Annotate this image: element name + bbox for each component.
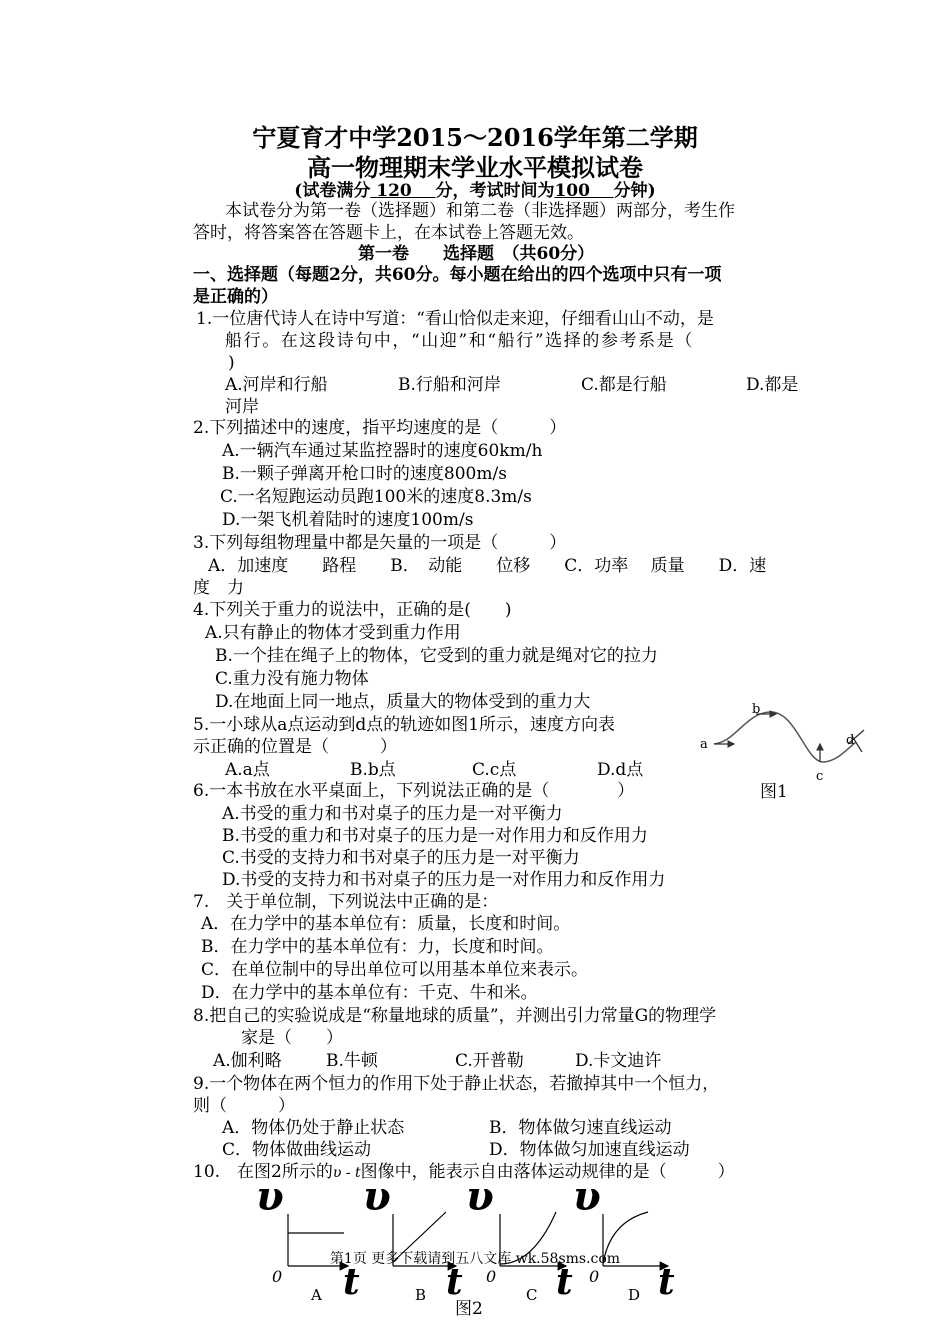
q1-line3: ) xyxy=(228,353,235,373)
q5-line2: 示正确的位置是（ ） xyxy=(193,737,397,757)
q1-line1: 1.一位唐代诗人在诗中写道：“看山恰似走来迎，仔细看山山不动，是 xyxy=(196,309,714,329)
q2-option-c: C.一名短跑运动员跑100米的速度8.3m/s xyxy=(220,487,532,507)
q5-option-c: C.c点 xyxy=(472,760,517,780)
q6-stem: 6.一本书放在水平桌面上，下列说法正确的是（ ） xyxy=(193,781,635,801)
exam-title-line2: 高一物理期末学业水平模拟试卷 xyxy=(307,153,643,182)
graph-d-label: D xyxy=(628,1286,641,1304)
svg-text:t: t xyxy=(556,1261,573,1303)
q9-option-c: C．物体做曲线运动 xyxy=(222,1140,372,1160)
exam-title-line1: 宁夏育才中学2015～2016学年第二学期 xyxy=(252,123,698,152)
q9-option-a: A．物体仍处于静止状态 xyxy=(222,1118,405,1138)
point-b: b xyxy=(752,702,761,717)
section-instr-line1: 一、选择题（每题2分，共60分。每小题在给出的四个选项中只有一项 xyxy=(193,265,722,285)
q4-option-c: C.重力没有施力物体 xyxy=(215,669,369,689)
score-suffix: 分钟) xyxy=(613,181,656,201)
q6-option-b: B.书受的重力和书对桌子的压力是一对作用力和反作用力 xyxy=(222,826,648,846)
intro-line2: 答时，将答案答在答题卡上，在本试卷上答题无效。 xyxy=(193,223,584,243)
q7-option-c: C．在单位制中的导出单位可以用基本单位来表示。 xyxy=(201,960,589,980)
graph-d xyxy=(573,1180,675,1304)
graph-c-label: C xyxy=(526,1286,538,1304)
q10-prefix: 10. 在图2所示的 xyxy=(193,1162,333,1182)
q4-stem: 4.下列关于重力的说法中，正确的是( ) xyxy=(193,600,512,620)
svg-text:υ: υ xyxy=(573,1180,601,1220)
section-heading: 第一卷 选择题 （共60分） xyxy=(358,244,595,264)
svg-text:0: 0 xyxy=(589,1267,600,1286)
graph-a xyxy=(256,1180,360,1304)
q7-stem: 7. 关于单位制，下列说法中正确的是： xyxy=(193,892,499,912)
q3-stem: 3.下列每组物理量中都是矢量的一项是（ ） xyxy=(193,533,567,553)
point-d: d xyxy=(846,733,855,748)
figure-2-vt-graphs xyxy=(248,1180,700,1310)
q1-option-d-cont: 河岸 xyxy=(225,397,259,417)
score-prefix: (试卷满分 xyxy=(294,181,371,201)
q7-option-d: D．在力学中的基本单位有：千克、牛和米。 xyxy=(201,983,538,1003)
svg-text:t: t xyxy=(658,1261,675,1303)
q8-option-b: B.牛顿 xyxy=(326,1051,378,1071)
q1-line2: 船行。在这段诗句中，“山迎”和“船行”选择的参考系是（ xyxy=(225,331,694,351)
q9-option-d: D．物体做匀加速直线运动 xyxy=(489,1140,690,1160)
svg-text:υ: υ xyxy=(256,1180,284,1220)
q1-option-b: B.行船和河岸 xyxy=(398,375,501,395)
q4-option-a: A.只有静止的物体才受到重力作用 xyxy=(205,623,461,643)
q7-option-b: B．在力学中的基本单位有：力，长度和时间。 xyxy=(201,937,554,957)
section-instr-line2: 是正确的） xyxy=(193,287,278,307)
q1-option-a: A.河岸和行船 xyxy=(225,375,328,395)
q5-option-a: A.a点 xyxy=(225,760,270,780)
exam-time: 100 xyxy=(554,181,590,201)
q2-option-b: B.一颗子弹离开枪口时的速度800m/s xyxy=(222,464,507,484)
score-mid: 分，考试时间为 xyxy=(435,181,555,201)
q2-option-d: D.一架飞机着陆时的速度100m/s xyxy=(222,510,474,530)
q9-option-b: B．物体做匀速直线运动 xyxy=(489,1118,672,1138)
q2-stem: 2.下列描述中的速度，指平均速度的是（ ） xyxy=(193,418,567,438)
q6-option-a: A.书受的重力和书对桌子的压力是一对平衡力 xyxy=(222,804,563,824)
svg-text:t: t xyxy=(343,1261,360,1303)
figure-2-caption: 图2 xyxy=(455,1299,483,1319)
q4-option-d: D.在地面上同一地点，质量大的物体受到的重力大 xyxy=(215,692,591,712)
q5-option-d: D.d点 xyxy=(597,760,644,780)
q8-option-d: D.卡文迪许 xyxy=(575,1051,662,1071)
svg-text:υ: υ xyxy=(466,1180,494,1220)
q7-option-a: A．在力学中的基本单位有：质量，长度和时间。 xyxy=(201,914,571,934)
svg-text:0: 0 xyxy=(272,1267,283,1286)
q1-option-d: D.都是 xyxy=(746,375,799,395)
full-score: 120 xyxy=(376,181,412,201)
q5-option-b: B.b点 xyxy=(350,760,396,780)
score-info xyxy=(0,176,950,201)
svg-text:υ: υ xyxy=(363,1180,391,1220)
q6-option-c: C.书受的支持力和书对桌子的压力是一对平衡力 xyxy=(222,848,580,868)
graph-c xyxy=(466,1180,573,1304)
q8-option-a: A.伽利略 xyxy=(213,1051,282,1071)
q3-options: A．加速度 路程 B． 动能 位移 C．功率 质量 D．速 xyxy=(208,556,767,576)
svg-text:0: 0 xyxy=(486,1267,497,1286)
point-a: a xyxy=(700,737,708,752)
trajectory-curve xyxy=(714,712,856,762)
intro-line1: 本试卷分为第一卷（选择题）和第二卷（非选择题）两部分，考生作 xyxy=(225,201,735,221)
graph-b xyxy=(363,1180,463,1304)
q2-option-a: A.一辆汽车通过某监控器时的速度60km/h xyxy=(222,441,543,461)
svg-text:t: t xyxy=(446,1261,463,1303)
q1-option-c: C.都是行船 xyxy=(581,375,667,395)
q4-option-b: B.一个挂在绳子上的物体，它受到的重力就是绳对它的拉力 xyxy=(215,646,658,666)
q10-suffix: 图像中，能表示自由落体运动规律的是（ ） xyxy=(360,1162,735,1182)
graph-a-label: A xyxy=(311,1286,322,1304)
q6-option-d: D.书受的支持力和书对桌子的压力是一对作用力和反作用力 xyxy=(222,870,666,890)
point-c: c xyxy=(816,769,824,784)
q10-vt-label: υ - t xyxy=(332,1165,361,1181)
q8-option-c: C.开普勒 xyxy=(455,1051,524,1071)
q3-options-cont: 度 力 xyxy=(193,578,244,598)
q8-line1: 8.把自己的实验说成是“称量地球的质量”，并测出引力常量G的物理学 xyxy=(193,1006,717,1026)
page-footer: 第1页 更多下载请到五八文库 wk.58sms.com xyxy=(329,1251,621,1267)
q5-line1: 5.一小球从a点运动到d点的轨迹如图1所示，速度方向表 xyxy=(193,715,616,735)
q8-line2: 家是（ ） xyxy=(241,1028,343,1048)
figure-1-trajectory xyxy=(696,700,872,784)
graph-b-label: B xyxy=(415,1286,427,1304)
q9-line1: 9.一个物体在两个恒力的作用下处于静止状态，若撤掉其中一个恒力， xyxy=(193,1074,720,1094)
figure-1-caption: 图1 xyxy=(760,782,788,802)
q9-line2: 则（ ） xyxy=(193,1096,295,1116)
